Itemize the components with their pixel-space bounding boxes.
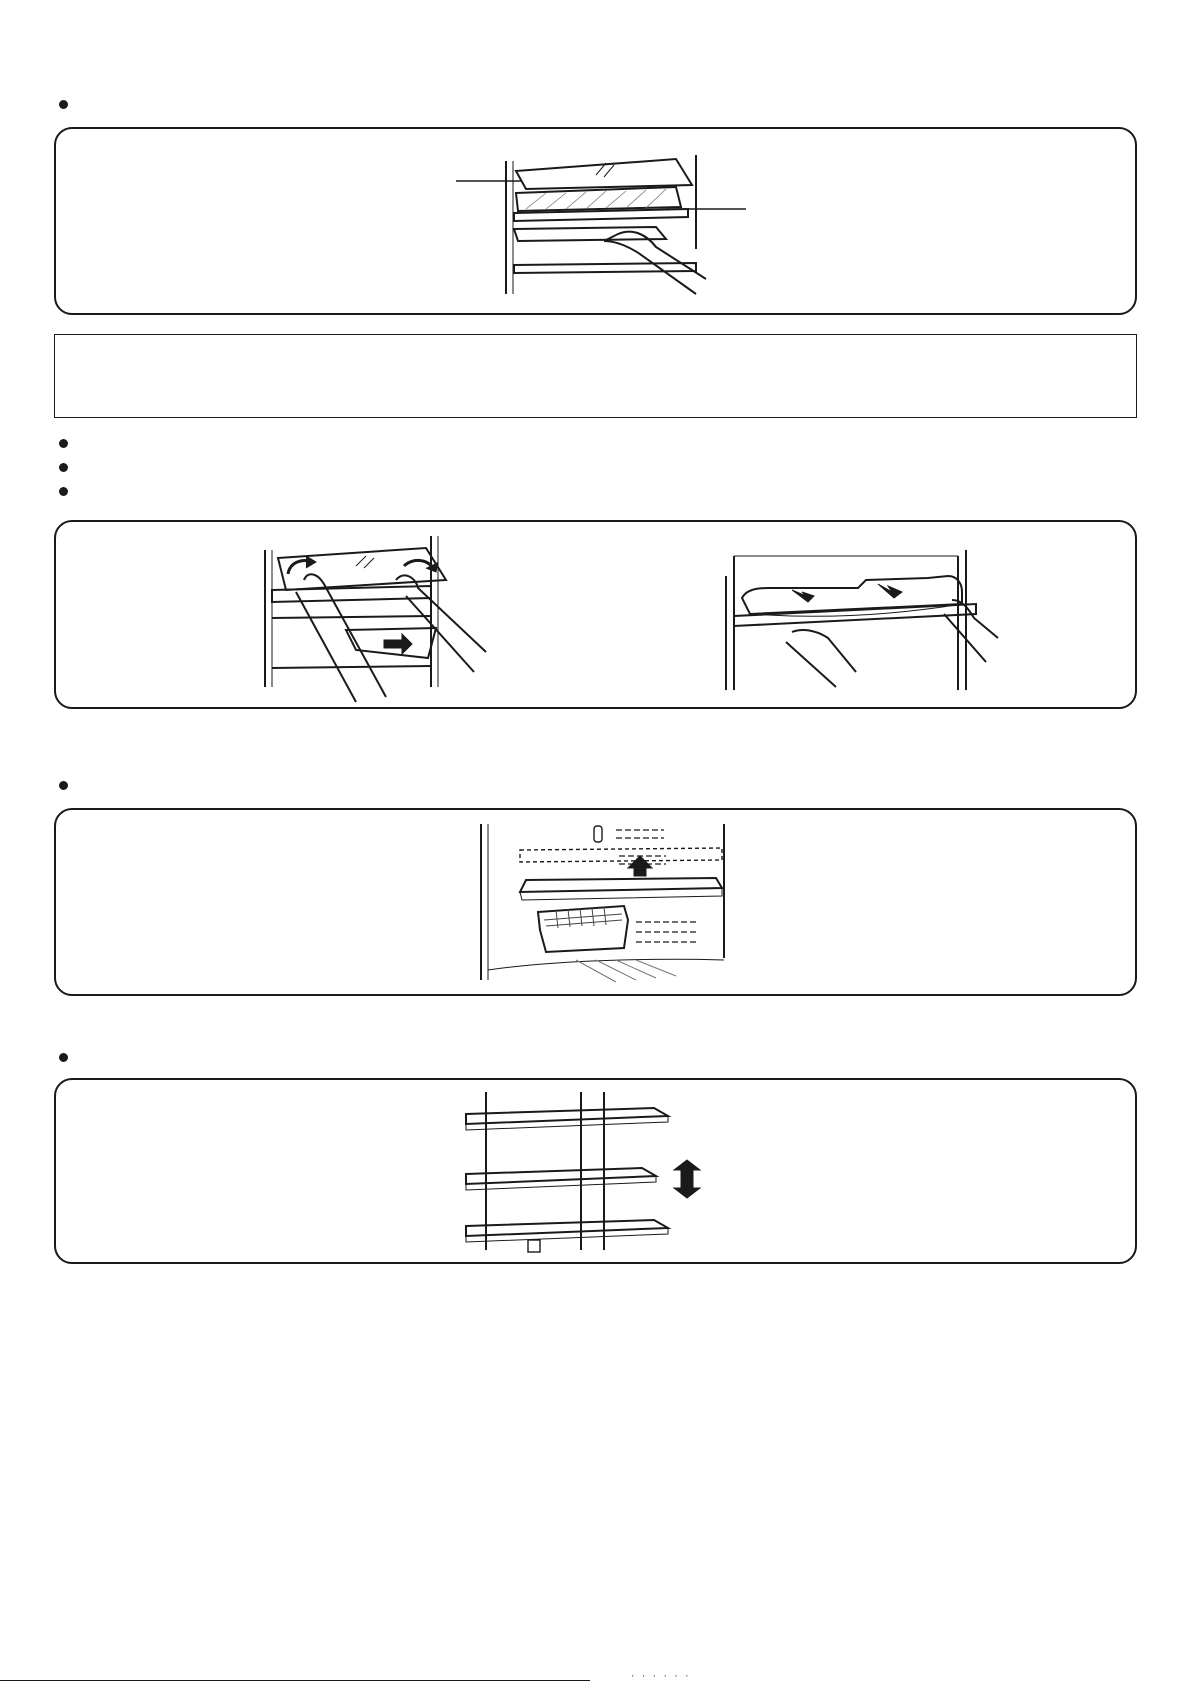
shelf-lift-arrow-illustration <box>56 810 1139 998</box>
bullet-1 <box>59 100 68 109</box>
footer-rule <box>0 1680 590 1681</box>
hands-sliding-cover-illustration <box>596 522 1139 711</box>
adjustable-shelves-illustration <box>56 1080 1139 1266</box>
bullet-4 <box>59 487 68 496</box>
panel-4 <box>54 1078 1137 1264</box>
hand-pulling-cover-illustration <box>56 129 1139 317</box>
bullet-3 <box>59 463 68 472</box>
panel-2 <box>54 520 1137 709</box>
bullet-6 <box>59 1053 68 1062</box>
note-box <box>54 334 1137 418</box>
panel-3 <box>54 808 1137 996</box>
bullet-2 <box>59 439 68 448</box>
footer-mark: · · · · · · <box>630 1672 690 1682</box>
bullet-5 <box>59 781 68 790</box>
hands-rotating-cover-illustration <box>56 522 596 711</box>
panel-1 <box>54 127 1137 315</box>
